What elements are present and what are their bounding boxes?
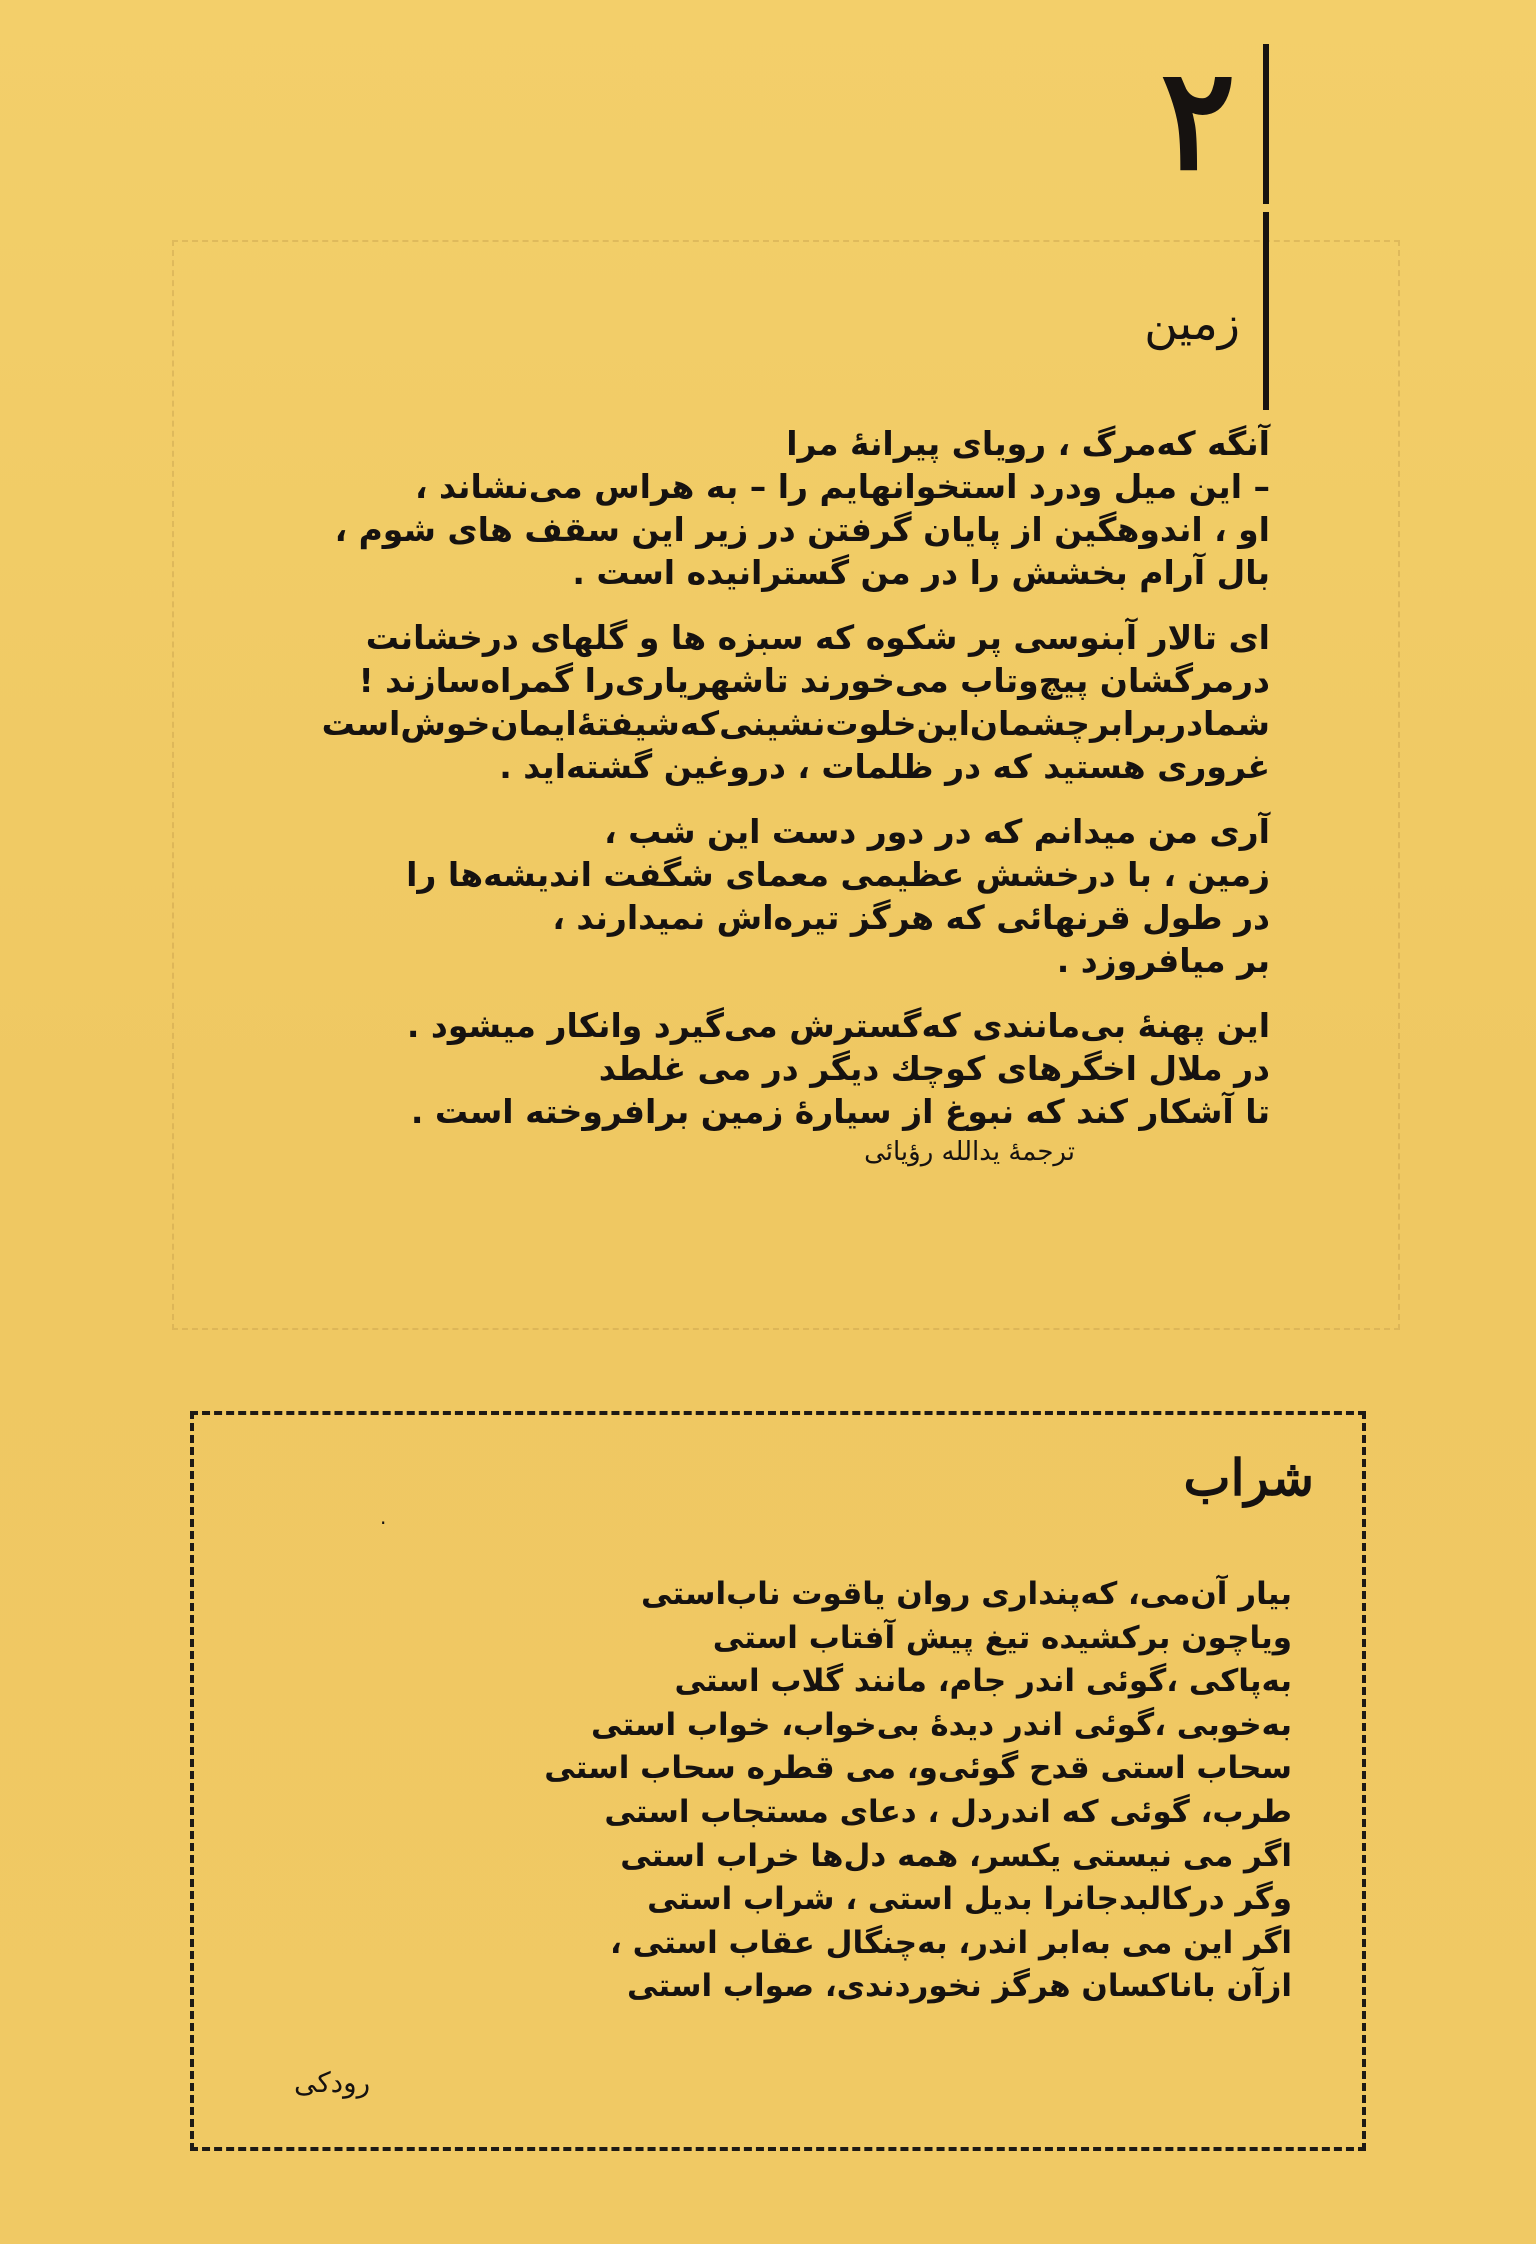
dot-mark: . xyxy=(380,1505,387,1529)
box-poem-line: اگر می نیستی یکسر، همه دل‌ها خراب استی xyxy=(620,1837,1292,1874)
poem-line: شمادربرابرچشمان‌این‌خلوت‌نشینی‌که‌شیفتهٔ‌ایمان‌خوش‌است xyxy=(321,704,1270,743)
poem-line: – این میل ودرد استخوانهایم را – به هراس می‌نشاند ، xyxy=(414,467,1270,506)
box-poem-line: سحاب استی قدح گوئی‌و، می قطره سحاب استی xyxy=(544,1750,1292,1787)
stanza xyxy=(150,422,1270,594)
poem-line: درمرگشان پیچ‌وتاب می‌خورند تاشهریاری‌را گمراه‌سازند ! xyxy=(358,661,1270,700)
poem-title: زمین xyxy=(1144,296,1240,350)
poem-body xyxy=(150,422,1270,1193)
box-poem-line: ویاچون برکشیده تیغ پیش آفتاب استی xyxy=(712,1619,1292,1656)
poem-line: بر میافروزد . xyxy=(1056,941,1270,980)
poem-line: او ، اندوهگین از پایان گرفتن در زیر این سقف های شوم ، xyxy=(334,510,1270,549)
poem-line: غروری هستید که در ظلمات ، دروغین گشته‌اید . xyxy=(499,747,1270,786)
page-number: ۲ xyxy=(1160,38,1236,202)
poem-line: در ملال اخگرهای کوچك دیگر در می غلطد xyxy=(598,1049,1270,1088)
box-title: شراب xyxy=(1183,1448,1314,1507)
poem-line: زمین ، با درخشش عظیمی معمای شگفت اندیشه‌ها را xyxy=(406,855,1270,894)
poem-line: تا آشکار کند که نبوغ از سیارهٔ زمین برافروخته است . xyxy=(410,1092,1270,1131)
box-poem-line: به‌پاکی ،گوئی اندر جام، مانند گلاب استی xyxy=(674,1663,1292,1700)
stanza xyxy=(150,810,1270,982)
box-poem-line: طرب، گوئی که اندردل ، دعای مستجاب استی xyxy=(604,1793,1292,1830)
box-poem-line: ازآن باناکسان هرگز نخوردندی، صواب استی xyxy=(626,1968,1292,2005)
poem-line: آری من میدانم که در دور دست این شب ، xyxy=(604,812,1270,851)
box-poem-line: به‌خوبی ،گوئی اندر دیدهٔ بی‌خواب، خواب استی xyxy=(590,1706,1292,1743)
box-poem-body xyxy=(392,1573,1292,2009)
box-author: رودکی xyxy=(294,2066,371,2099)
poem-line: بال آرام بخشش را در من گسترانیده است . xyxy=(572,553,1270,592)
translator-credit: ترجمهٔ یدالله رؤیائی xyxy=(864,1137,1075,1167)
vertical-rule-bottom xyxy=(1263,212,1269,410)
stanza xyxy=(150,1004,1270,1171)
poem-line: این پهنهٔ بی‌مانندی که‌گسترش می‌گیرد وانکار میشود . xyxy=(406,1006,1270,1045)
poem-line: آنگه که‌مرگ ، رویای پیرانهٔ مرا xyxy=(786,424,1270,463)
vertical-rule-top xyxy=(1263,44,1269,204)
sharab-poem-box xyxy=(190,1411,1366,2151)
poem-line: ای تالار آبنوسی پر شکوه که سبزه ها و گلهای درخشانت xyxy=(365,618,1270,657)
box-poem-line: وگر درکالبدجانرا بدیل استی ، شراب استی xyxy=(647,1881,1292,1918)
poem-line: در طول قرنهائی که هرگز تیره‌اش نمیدارند ، xyxy=(552,898,1270,937)
box-poem-line: بیار آن‌می، که‌پنداری روان یاقوت ناب‌استی xyxy=(641,1576,1292,1612)
stanza xyxy=(150,616,1270,788)
box-poem-line: اگر این می به‌ابر اندر، به‌چنگال عقاب استی ، xyxy=(610,1924,1292,1961)
